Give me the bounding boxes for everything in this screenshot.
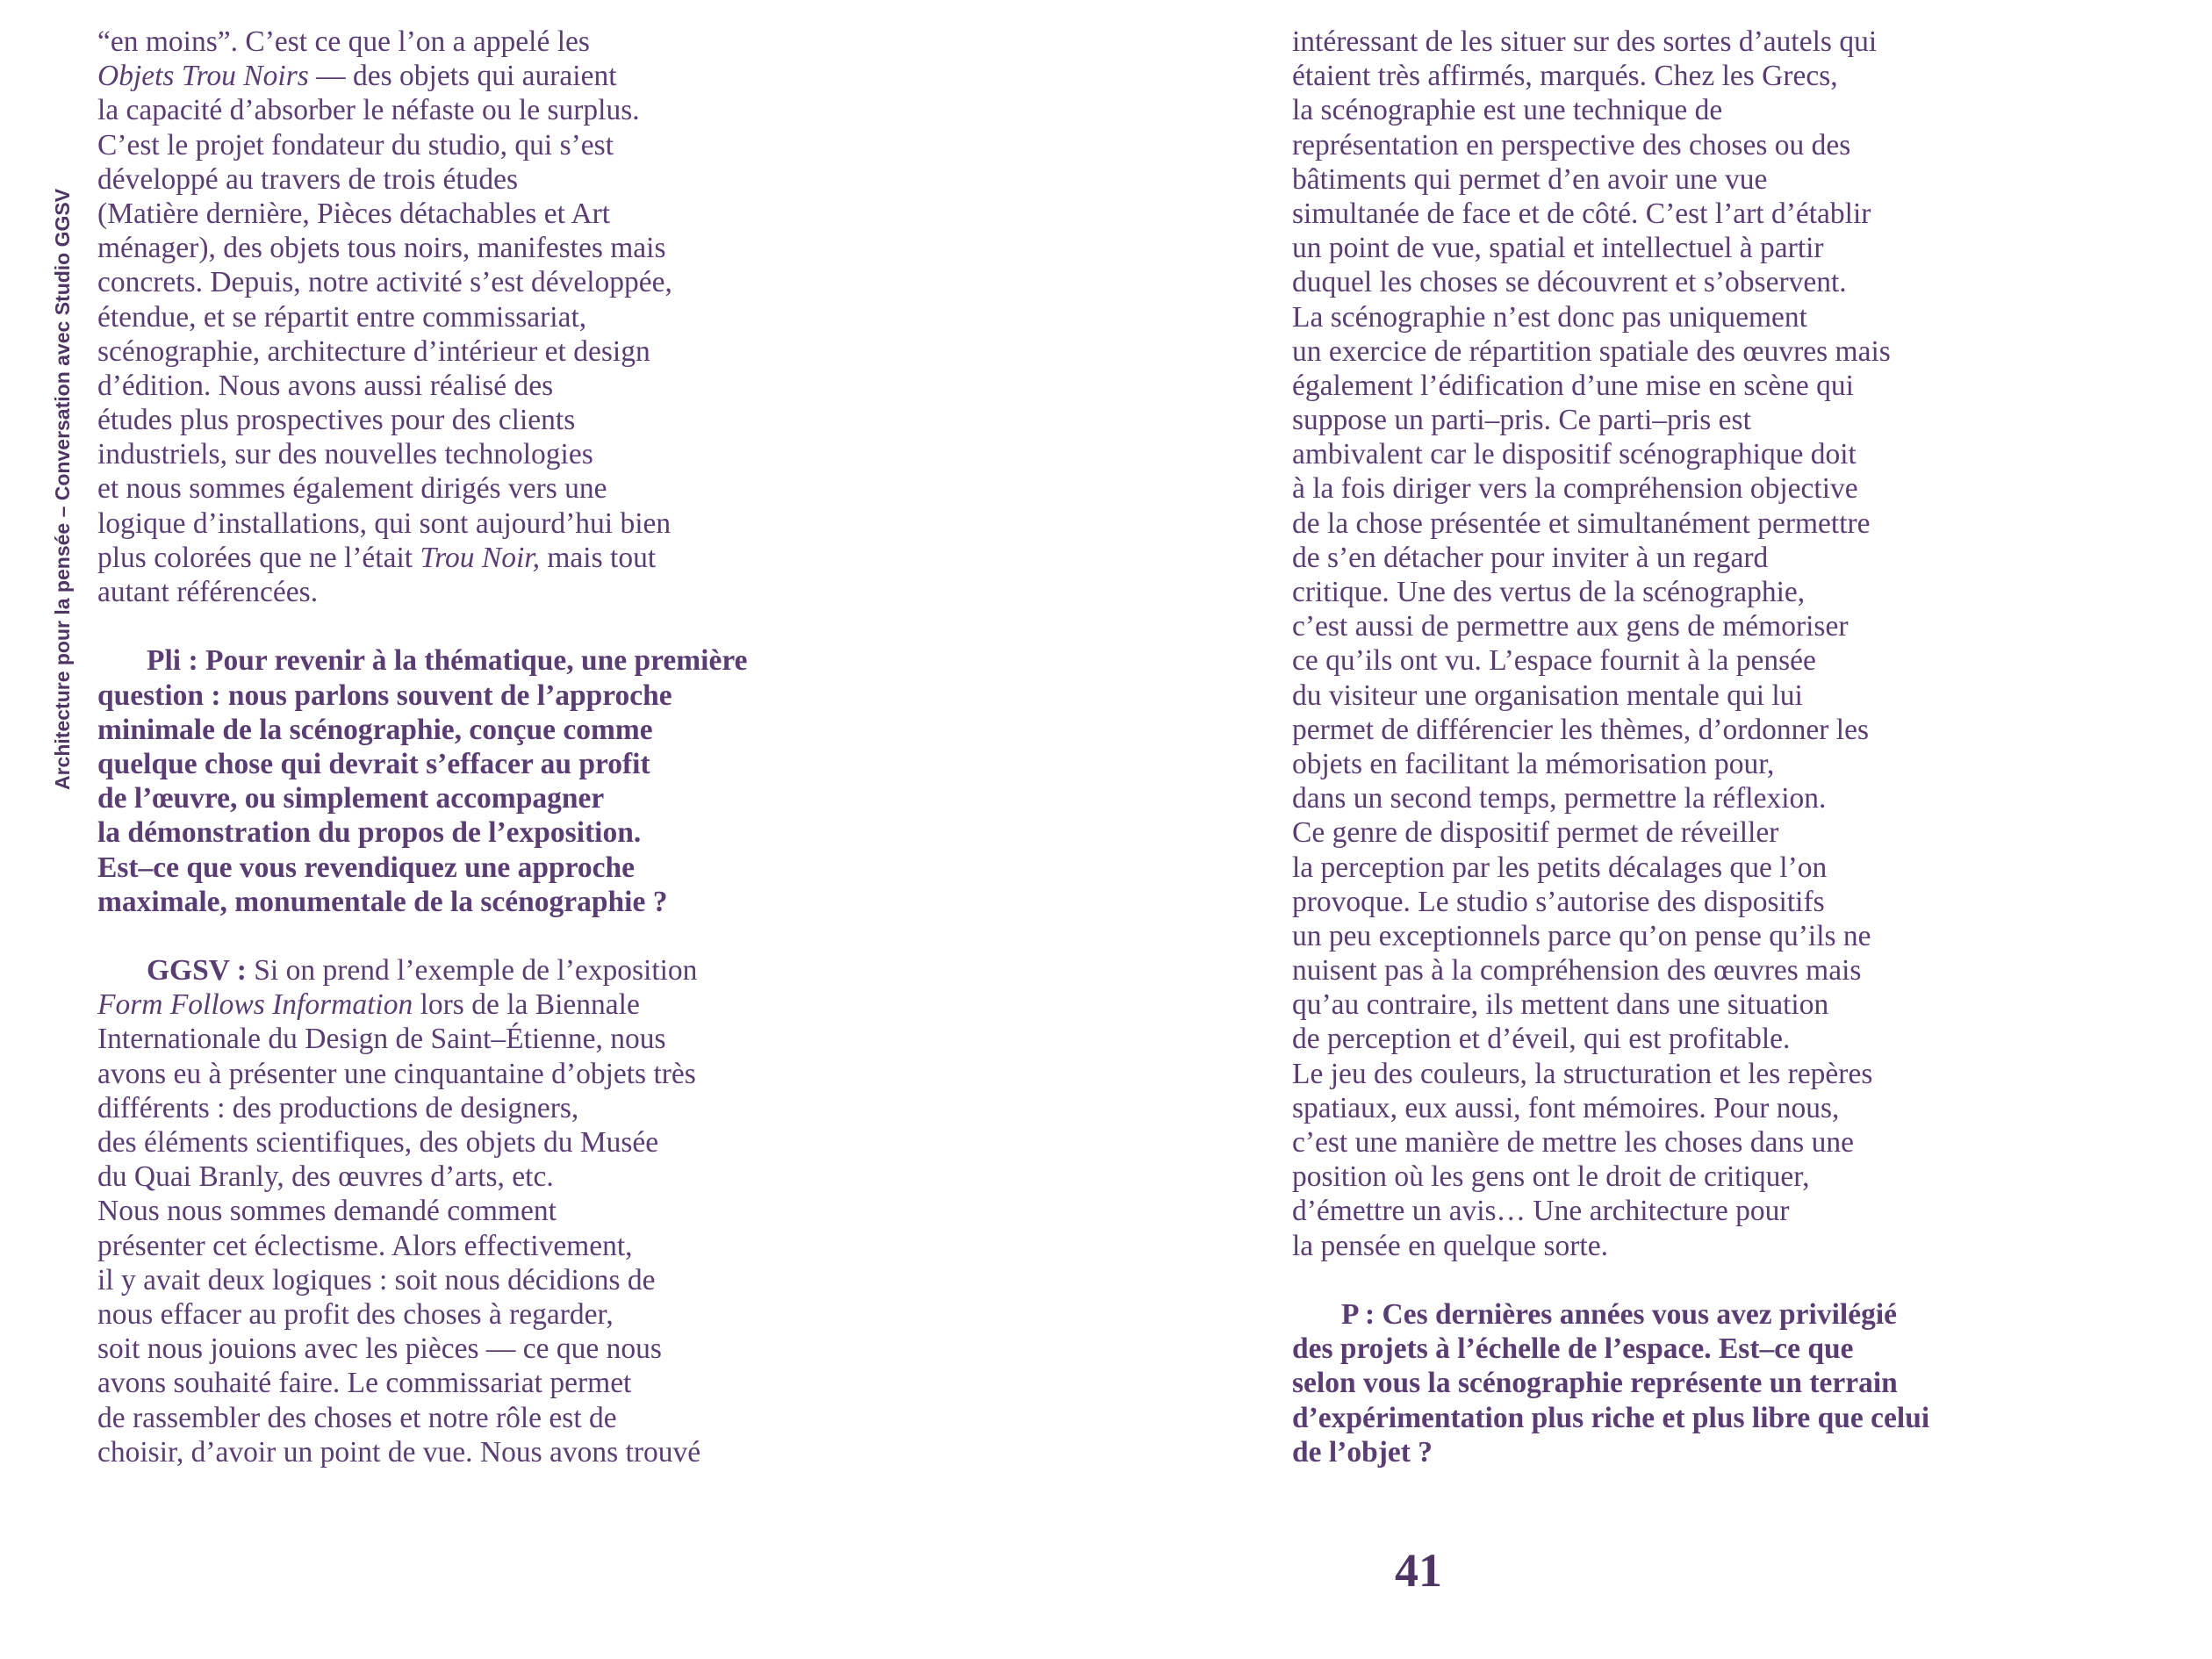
- question-line: minimale de la scénographie, conçue comme: [97, 713, 653, 746]
- body-line: La scénographie n’est donc pas uniquement: [1292, 300, 1807, 334]
- answer-line: Internationale du Design de Saint–Étienne, nous: [97, 1023, 666, 1056]
- question-line: d’expérimentation plus riche et plus libre que celui: [1292, 1401, 1930, 1434]
- answer-line: Nous nous sommes demandé comment: [97, 1195, 557, 1228]
- body-line: position où les gens ont le droit de critiquer,: [1292, 1160, 1810, 1194]
- question-line: selon vous la scénographie représente un terrain: [1292, 1367, 1898, 1400]
- question-line: Pli : Pour revenir à la thématique, une première: [147, 644, 748, 678]
- answer-line: de rassembler des choses et notre rôle est de: [97, 1401, 617, 1434]
- answer-line: GGSV : Si on prend l’exemple de l’exposition: [147, 954, 698, 988]
- answer-line: Form Follows Information lors de la Biennale: [97, 988, 640, 1022]
- body-line: critique. Une des vertus de la scénographie,: [1292, 576, 1806, 608]
- body-line: la capacité d’absorber le néfaste ou le surplus.: [97, 94, 640, 127]
- body-line: plus colorées que ne l’était Trou Noir, mais tout: [97, 541, 657, 574]
- question-line: de l’objet ?: [1292, 1435, 1433, 1469]
- answer-line: différents : des productions de designers,: [97, 1091, 579, 1124]
- body-line: objets en facilitant la mémorisation pour,: [1292, 747, 1775, 780]
- body-line: un peu exceptionnels parce qu’on pense qu’ils ne: [1292, 919, 1871, 952]
- question-line: question : nous parlons souvent de l’approche: [97, 679, 672, 712]
- answer-line: choisir, d’avoir un point de vue. Nous avons trouvé: [97, 1435, 701, 1469]
- body-line: un point de vue, spatial et intellectuel à partir: [1292, 232, 1824, 265]
- answer-line: soit nous jouions avec les pièces — ce que nous: [97, 1332, 662, 1366]
- body-line: industriels, sur des nouvelles technologies: [97, 438, 593, 471]
- body-line: du visiteur une organisation mentale qui lui: [1292, 679, 1803, 712]
- body-line: représentation en perspective des choses ou des: [1292, 128, 1851, 162]
- body-line: spatiaux, eux aussi, font mémoires. Pour nous,: [1292, 1091, 1840, 1124]
- body-line: la perception par les petits décalages que l’on: [1292, 851, 1828, 884]
- body-line: provoque. Le studio s’autorise des dispositifs: [1292, 885, 1825, 918]
- italic-title: Objets Trou Noirs: [97, 60, 309, 93]
- body-line: de la chose présentée et simultanément permettre: [1292, 506, 1871, 540]
- body-line: de s’en détacher pour inviter à un regard: [1292, 541, 1769, 574]
- body-line: de perception et d’éveil, qui est profitable.: [1292, 1023, 1791, 1056]
- body-line: qu’au contraire, ils mettent dans une situation: [1292, 988, 1829, 1022]
- answer-line: présenter cet éclectisme. Alors effectivement,: [97, 1229, 633, 1262]
- body-line: bâtiments qui permet d’en avoir une vue: [1292, 162, 1768, 196]
- italic-title: Form Follows Information: [97, 988, 413, 1022]
- body-line: un exercice de répartition spatiale des œuvres mais: [1292, 334, 1891, 368]
- answer-line: avons souhaité faire. Le commissariat permet: [97, 1367, 632, 1400]
- body-line: Ce genre de dispositif permet de réveiller: [1292, 816, 1779, 850]
- body-line: ménager), des objets tous noirs, manifestes mais: [97, 232, 666, 265]
- answer-line: des éléments scientifiques, des objets du Musée: [97, 1126, 659, 1159]
- answer-line: du Quai Branly, des œuvres d’arts, etc.: [97, 1160, 554, 1194]
- body-line: c’est une manière de mettre les choses dans une: [1292, 1126, 1854, 1159]
- question-line: de l’œuvre, ou simplement accompagner: [97, 782, 605, 815]
- body-line: “en moins”. C’est ce que l’on a appelé les: [97, 25, 590, 58]
- running-head: Architecture pour la pensée – Conversation avec Studio GGSV: [51, 188, 74, 790]
- body-line: nuisent pas à la compréhension des œuvres mais: [1292, 954, 1862, 988]
- body-line: ambivalent car le dispositif scénographique doit: [1292, 438, 1856, 471]
- body-line: étaient très affirmés, marqués. Chez les Grecs,: [1292, 60, 1838, 93]
- body-line: duquel les choses se découvrent et s’observent.: [1292, 266, 1847, 299]
- body-line: d’édition. Nous avons aussi réalisé des: [97, 369, 554, 402]
- body-line: C’est le projet fondateur du studio, qui s’est: [97, 128, 614, 162]
- page-number: 41: [1395, 1544, 1442, 1597]
- body-line: ce qu’ils ont vu. L’espace fournit à la pensée: [1292, 644, 1816, 678]
- answer-line: il y avait deux logiques : soit nous décidions de: [97, 1263, 656, 1296]
- answer-line: avons eu à présenter une cinquantaine d’objets très: [97, 1057, 696, 1090]
- body-line: développé au travers de trois études: [97, 162, 519, 196]
- question-line: la démonstration du propos de l’exposition.: [97, 816, 642, 850]
- speaker-label: GGSV :: [147, 954, 247, 988]
- body-line: simultanée de face et de côté. C’est l’art d’établir: [1292, 197, 1871, 230]
- body-line: la scénographie est une technique de: [1292, 94, 1723, 127]
- body-line: Le jeu des couleurs, la structuration et les repères: [1292, 1057, 1873, 1090]
- body-line: d’émettre un avis… Une architecture pour: [1292, 1195, 1790, 1228]
- body-line: Objets Trou Noirs — des objets qui auraient: [97, 60, 617, 93]
- body-line: à la fois diriger vers la compréhension objective: [1292, 472, 1858, 506]
- answer-line: nous effacer au profit des choses à regarder,: [97, 1297, 614, 1331]
- body-line: c’est aussi de permettre aux gens de mémoriser: [1292, 610, 1849, 643]
- left-column: [97, 25, 817, 1469]
- body-line: scénographie, architecture d’intérieur et design: [97, 334, 650, 368]
- body-line: également l’édification d’une mise en scène qui: [1292, 369, 1854, 402]
- body-line: logique d’installations, qui sont aujourd’hui bien: [97, 506, 672, 540]
- italic-title: Trou Noir,: [420, 541, 540, 574]
- body-line: permet de différencier les thèmes, d’ordonner les: [1292, 713, 1870, 746]
- body-line: dans un second temps, permettre la réflexion.: [1292, 782, 1827, 815]
- question-line: P : Ces dernières années vous avez privilégié: [1341, 1297, 1897, 1331]
- question-line: des projets à l’échelle de l’espace. Est–ce que: [1292, 1332, 1854, 1366]
- body-line: et nous sommes également dirigés vers une: [97, 472, 607, 506]
- right-column: [1292, 25, 2021, 1469]
- body-line: études plus prospectives pour des clients: [97, 404, 576, 437]
- body-line: (Matière dernière, Pièces détachables et Art: [97, 197, 611, 230]
- body-line: autant référencées.: [97, 576, 319, 608]
- question-line: Est–ce que vous revendiquez une approche: [97, 851, 636, 884]
- body-line: concrets. Depuis, notre activité s’est développée,: [97, 266, 672, 299]
- body-line: la pensée en quelque sorte.: [1292, 1229, 1608, 1262]
- body-line: étendue, et se répartit entre commissariat,: [97, 300, 587, 334]
- question-line: quelque chose qui devrait s’effacer au profit: [97, 747, 650, 780]
- body-line: intéressant de les situer sur des sortes d’autels qui: [1292, 25, 1878, 58]
- question-line: maximale, monumentale de la scénographie ?: [97, 885, 668, 918]
- body-line: suppose un parti–pris. Ce parti–pris est: [1292, 404, 1751, 437]
